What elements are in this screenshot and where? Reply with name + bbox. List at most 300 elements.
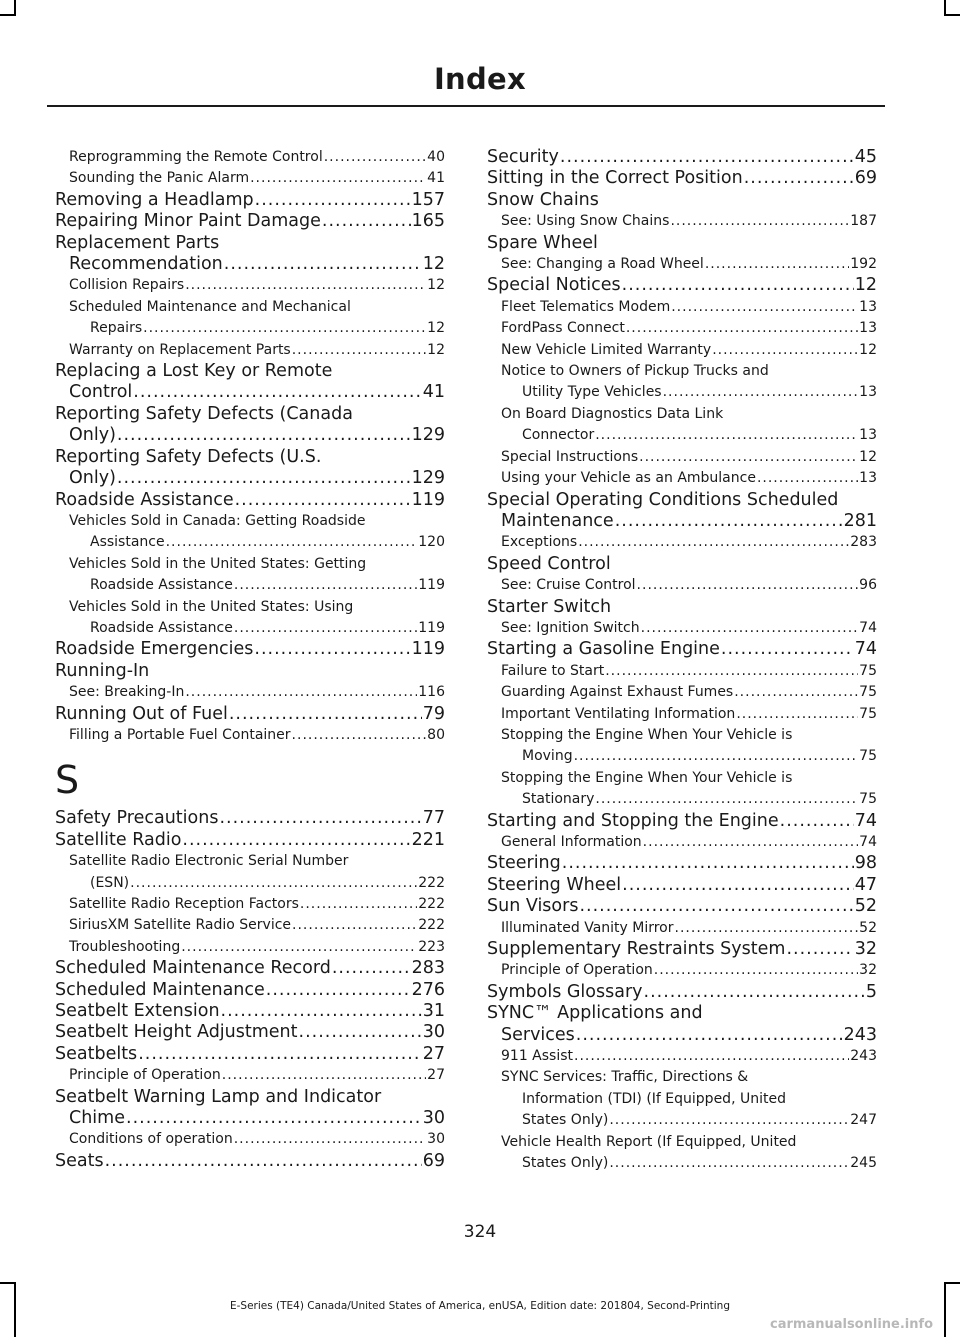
entry-line [55,618,445,639]
entry-line [55,275,445,296]
dot-leader [166,532,418,553]
entry-line [55,597,445,618]
dot-leader [654,960,858,981]
page-reference: 31 [422,1001,445,1022]
entry-text: Sitting in the Correct Position [487,168,743,189]
entry-line [487,746,877,767]
index-entry [55,704,445,725]
index-entry [487,490,877,533]
entry-line [55,1044,445,1065]
dot-leader [250,168,426,189]
page-reference: 5 [865,981,877,1002]
dot-leader [641,618,859,639]
entry-line [55,1129,445,1150]
entry-line [487,490,877,511]
page-reference: 30 [427,1131,445,1148]
dot-leader [105,1151,422,1172]
page-reference: 283 [411,958,445,979]
entry-line [487,725,877,746]
entry-text: Vehicles Sold in the United States: Using [69,598,354,615]
page-reference: 27 [427,1067,445,1084]
page-reference: 30 [422,1022,445,1043]
entry-text: Running-In [55,660,150,681]
page-reference: 165 [411,211,445,232]
page-reference: 192 [850,256,877,273]
dot-leader [292,915,417,936]
entry-text: Roadside Assistance [90,619,233,636]
index-subentry [487,404,877,447]
entry-text: Information (TDI) (If Equipped, United [522,1090,786,1107]
entry-line [55,1087,445,1108]
entry-text: Satellite Radio [55,829,182,850]
page-reference: 129 [411,468,445,489]
entry-text: See: Breaking-In [69,684,185,701]
entry-text: Security [487,147,559,167]
dot-leader [234,1129,426,1150]
dot-leader [185,275,426,296]
dot-leader [117,468,411,489]
entry-text: Seatbelt Height Adjustment [55,1022,298,1043]
entry-text: (ESN) [90,874,130,891]
entry-text: Control [69,382,133,403]
dot-leader [181,937,417,958]
index-entry [55,404,445,447]
index-subentry [55,297,445,340]
page-reference: 41 [422,382,445,403]
entry-line [55,873,445,894]
entry-line [55,382,445,403]
entry-line [55,639,445,660]
entry-line [487,340,877,361]
entry-text: Only) [69,425,116,446]
dot-leader [138,1044,422,1065]
page-reference: 12 [427,341,445,358]
index-entry [55,1044,445,1065]
dot-leader [185,682,417,703]
dot-leader [117,425,411,446]
entry-line [55,682,445,703]
index-subentry [487,318,877,339]
dot-leader [299,1022,422,1043]
page-reference: 32 [854,939,877,960]
page-reference: 52 [854,896,877,917]
index-subentry [487,361,877,404]
entry-line [55,554,445,575]
entry-text: Repairing Minor Paint Damage [55,211,321,232]
title-divider [47,105,885,107]
dot-leader [644,982,865,1003]
page-reference: 75 [859,748,877,765]
page-reference: 74 [859,619,877,636]
page-reference: 79 [422,703,445,724]
page-reference: 245 [850,1155,877,1172]
dot-leader [332,958,411,979]
index-subentry [487,960,877,981]
index-subentry [487,682,877,703]
entry-text: See: Changing a Road Wheel [501,256,704,273]
crop-mark-bottom-right-h [944,1282,960,1284]
index-entry [55,980,445,1001]
entry-line [55,575,445,596]
entry-line [55,661,445,682]
dot-leader [254,639,410,660]
page-reference: 13 [859,298,877,315]
index-subentry [487,704,877,725]
index-entry [55,1001,445,1022]
dot-leader [744,168,854,189]
entry-line [55,915,445,936]
entry-text: Reprogramming the Remote Control [69,149,323,165]
dot-leader [637,575,859,596]
dot-leader [574,1046,849,1067]
entry-line [487,254,877,275]
dot-leader [562,853,854,874]
index-entry [487,1003,877,1046]
index-subentry [487,918,877,939]
index-entry [487,853,877,874]
dot-leader [130,873,417,894]
entry-line [487,575,877,596]
entry-line [55,318,445,339]
page-reference: 221 [411,829,445,850]
entry-text: Special Instructions [501,448,639,465]
entry-text: Starting and Stopping the Engine [487,810,779,831]
entry-text: SYNC Services: Traffic, Directions & [501,1069,749,1086]
page-reference: 75 [859,662,877,679]
index-subentry [55,340,445,361]
entry-text: On Board Diagnostics Data Link [501,405,724,422]
index-entry [55,490,445,511]
index-subentry [487,575,877,596]
dot-leader [219,808,421,829]
entry-text: Guarding Against Exhaust Fumes [501,684,734,701]
entry-text: Moving [522,748,573,765]
page-reference: 40 [427,149,445,165]
page-reference: 69 [422,1150,445,1171]
page-reference: 243 [850,1048,877,1065]
index-subentry [487,447,877,468]
entry-line [55,937,445,958]
page-reference: 96 [859,577,877,594]
index-subentry [487,532,877,553]
index-subentry [55,682,445,703]
dot-leader [757,468,858,489]
entry-line [55,404,445,425]
index-subentry [487,768,877,811]
index-entry [487,939,877,960]
index-subentry [55,275,445,296]
dot-leader [578,532,849,553]
dot-leader [736,704,858,725]
entry-text: Vehicles Sold in the United States: Getting [69,555,367,572]
entry-text: Stopping the Engine When Your Vehicle is [501,726,793,743]
entry-text: Exceptions [501,534,578,551]
index-subentry [487,254,877,275]
dot-leader [663,382,859,403]
page-reference: 13 [859,427,877,444]
page-reference: 13 [859,320,877,337]
dot-leader [235,490,411,511]
entry-text: Filling a Portable Fuel Container [69,726,291,743]
dot-leader [626,318,858,339]
entry-line [55,447,445,468]
entry-text: Seats [55,1150,104,1171]
index-subentry [487,618,877,639]
dot-leader [222,1065,426,1086]
entry-line [55,425,445,446]
page-reference: 283 [850,534,877,551]
index-entry [487,554,877,575]
entry-line [487,1132,877,1153]
entry-line [487,425,877,446]
dot-leader [229,704,422,725]
entry-line [55,211,445,232]
entry-text: Vehicles Sold in Canada: Getting Roadside [69,512,366,529]
index-entry [487,233,877,254]
index-entry [55,211,445,232]
page-reference: 281 [843,510,877,531]
entry-text: Only) [69,468,116,489]
entry-line [487,511,877,532]
page-reference: 276 [411,979,445,1000]
index-subentry [55,511,445,554]
page-reference: 13 [859,384,877,401]
page-reference: 119 [411,489,445,510]
index-entry [487,275,877,296]
dot-leader [224,254,422,275]
index-entry [487,639,877,660]
entry-text: Stationary [522,791,595,808]
index-column-left [55,147,445,1172]
page-reference: 75 [859,791,877,808]
entry-text: Replacing a Lost Key or Remote [55,361,333,382]
entry-text: Roadside Emergencies [55,639,254,660]
entry-text: Supplementary Restraints System [487,939,786,960]
page-reference: 247 [850,1112,877,1129]
entry-text: Spare Wheel [487,232,598,253]
index-entry [55,1022,445,1043]
dot-leader [639,447,858,468]
entry-text: Sounding the Panic Alarm [69,170,250,187]
index-entry [487,896,877,917]
dot-leader [675,918,859,939]
entry-line [487,875,877,896]
index-entry [55,1087,445,1130]
dot-leader [705,254,849,275]
entry-line [55,468,445,489]
entry-text: See: Ignition Switch [501,619,640,636]
crop-mark-top-right-h [944,14,960,16]
entry-text: Seatbelts [55,1043,138,1064]
page-reference: 98 [854,853,877,874]
entry-line [55,1151,445,1172]
entry-text: FordPass Connect [501,320,625,337]
entry-text: Scheduled Maintenance Record [55,958,331,979]
entry-line [55,361,445,382]
entry-line [55,254,445,275]
index-letter-heading: S [55,758,80,803]
entry-line [55,233,445,254]
index-subentry [487,297,877,318]
page-reference: 13 [859,470,877,487]
page-reference: 27 [422,1043,445,1064]
dot-leader [609,1110,849,1131]
entry-text: Principle of Operation [501,962,653,979]
entry-line [55,851,445,872]
page-reference: 243 [843,1024,877,1045]
entry-text: Special Operating Conditions Scheduled [487,489,839,510]
entry-line [487,275,877,296]
index-entry [487,597,877,618]
page-reference: 69 [854,168,877,189]
entry-text: Seatbelt Warning Lamp and Indicator [55,1086,382,1107]
entry-line [487,896,877,917]
dot-leader [182,830,410,851]
page-reference: 30 [422,1108,445,1129]
entry-text: States Only) [522,1155,609,1172]
entry-line [55,511,445,532]
entry-text: Warranty on Replacement Parts [69,341,291,358]
dot-leader [234,575,417,596]
entry-text: Satellite Radio Reception Factors [69,896,299,912]
entry-line [487,147,877,168]
entry-line [487,1067,877,1088]
entry-text: Chime [69,1108,125,1129]
page-reference: 12 [422,254,445,275]
page-reference: 47 [854,874,877,895]
entry-text: Replacement Parts [55,232,220,253]
dot-leader [721,639,854,660]
dot-leader [615,511,843,532]
entry-text: Running Out of Fuel [55,703,228,724]
entry-line [55,808,445,829]
entry-line [487,704,877,725]
index-entry [55,190,445,211]
index-entry [55,639,445,660]
entry-line [487,597,877,618]
page-reference: 222 [418,917,445,934]
entry-text: Fleet Telematics Modem [501,298,671,315]
entry-line [55,725,445,746]
entry-text: Special Notices [487,275,621,296]
entry-text: Steering [487,853,561,874]
entry-text: Starter Switch [487,596,612,617]
index-entry [55,661,445,682]
index-subentry [487,340,877,361]
entry-text: Roadside Assistance [55,489,234,510]
watermark: carmanualsonline.info [770,1317,934,1332]
page-reference: 52 [859,919,877,936]
index-entry [487,982,877,1003]
entry-text: Stopping the Engine When Your Vehicle is [501,769,793,786]
entry-line [487,1110,877,1131]
entry-line [487,918,877,939]
entry-text: Assistance [90,534,165,551]
entry-text: Utility Type Vehicles [522,384,662,401]
entry-text: Snow Chains [487,189,599,210]
entry-line [55,894,445,915]
entry-text: Scheduled Maintenance [55,979,265,1000]
entry-line [55,830,445,851]
page-title: Index [433,62,527,96]
page-reference: 12 [859,341,877,358]
entry-line [487,853,877,874]
entry-text: Scheduled Maintenance and Mechanical [69,298,351,315]
entry-text: Using your Vehicle as an Ambulance [501,470,756,487]
dot-leader [300,894,417,915]
dot-leader [574,746,859,767]
entry-text: Repairs [90,320,143,337]
index-subentry [55,597,445,640]
dot-leader [579,896,853,917]
dot-leader [780,811,854,832]
entry-text: States Only) [522,1112,609,1129]
page-reference: 222 [418,896,445,912]
entry-line [487,190,877,211]
entry-line [487,682,877,703]
entry-line [55,1001,445,1022]
index-entry [487,168,877,189]
dot-leader [266,980,411,1001]
entry-line [487,532,877,553]
entry-line [55,704,445,725]
index-entry [55,1151,445,1172]
page-reference: 120 [418,534,445,551]
dot-leader [712,340,858,361]
index-subentry [487,661,877,682]
dot-leader [609,1153,849,1174]
dot-leader [221,1001,422,1022]
entry-line [55,190,445,211]
entry-text: Troubleshooting [69,938,181,955]
dot-leader [643,832,859,853]
dot-leader [322,211,411,232]
index-entry [55,361,445,404]
entry-text: Reporting Safety Defects (U.S. [55,446,322,467]
page-number: 324 [463,1222,497,1242]
index-subentry [487,1046,877,1067]
index-subentry [487,211,877,232]
crop-mark-top-left-h [0,14,16,16]
entry-text: Sun Visors [487,896,579,917]
page-reference: 116 [418,684,445,701]
entry-line [55,490,445,511]
entry-line [55,297,445,318]
entry-line [55,980,445,1001]
dot-leader [576,1025,843,1046]
dot-leader [595,789,858,810]
index-entry [55,233,445,276]
index-subentry [55,168,445,189]
entry-text: See: Using Snow Chains [501,213,670,230]
index-subentry [55,554,445,597]
entry-line [55,1065,445,1086]
entry-text: Seatbelt Extension [55,1001,220,1022]
page-reference: 157 [411,189,445,210]
page-reference: 223 [418,938,445,955]
index-entry [55,808,445,829]
entry-text: Satellite Radio Electronic Serial Number [69,853,349,870]
entry-text: Roadside Assistance [90,577,233,594]
dot-leader [622,275,854,296]
entry-line [487,468,877,489]
entry-line [487,789,877,810]
edition-footer: E-Series (TE4) Canada/United States of America, enUSA, Edition date: 201804, Second-Printing [229,1300,730,1312]
entry-line [55,147,445,168]
entry-line [55,340,445,361]
entry-line [487,361,877,382]
entry-line [487,554,877,575]
